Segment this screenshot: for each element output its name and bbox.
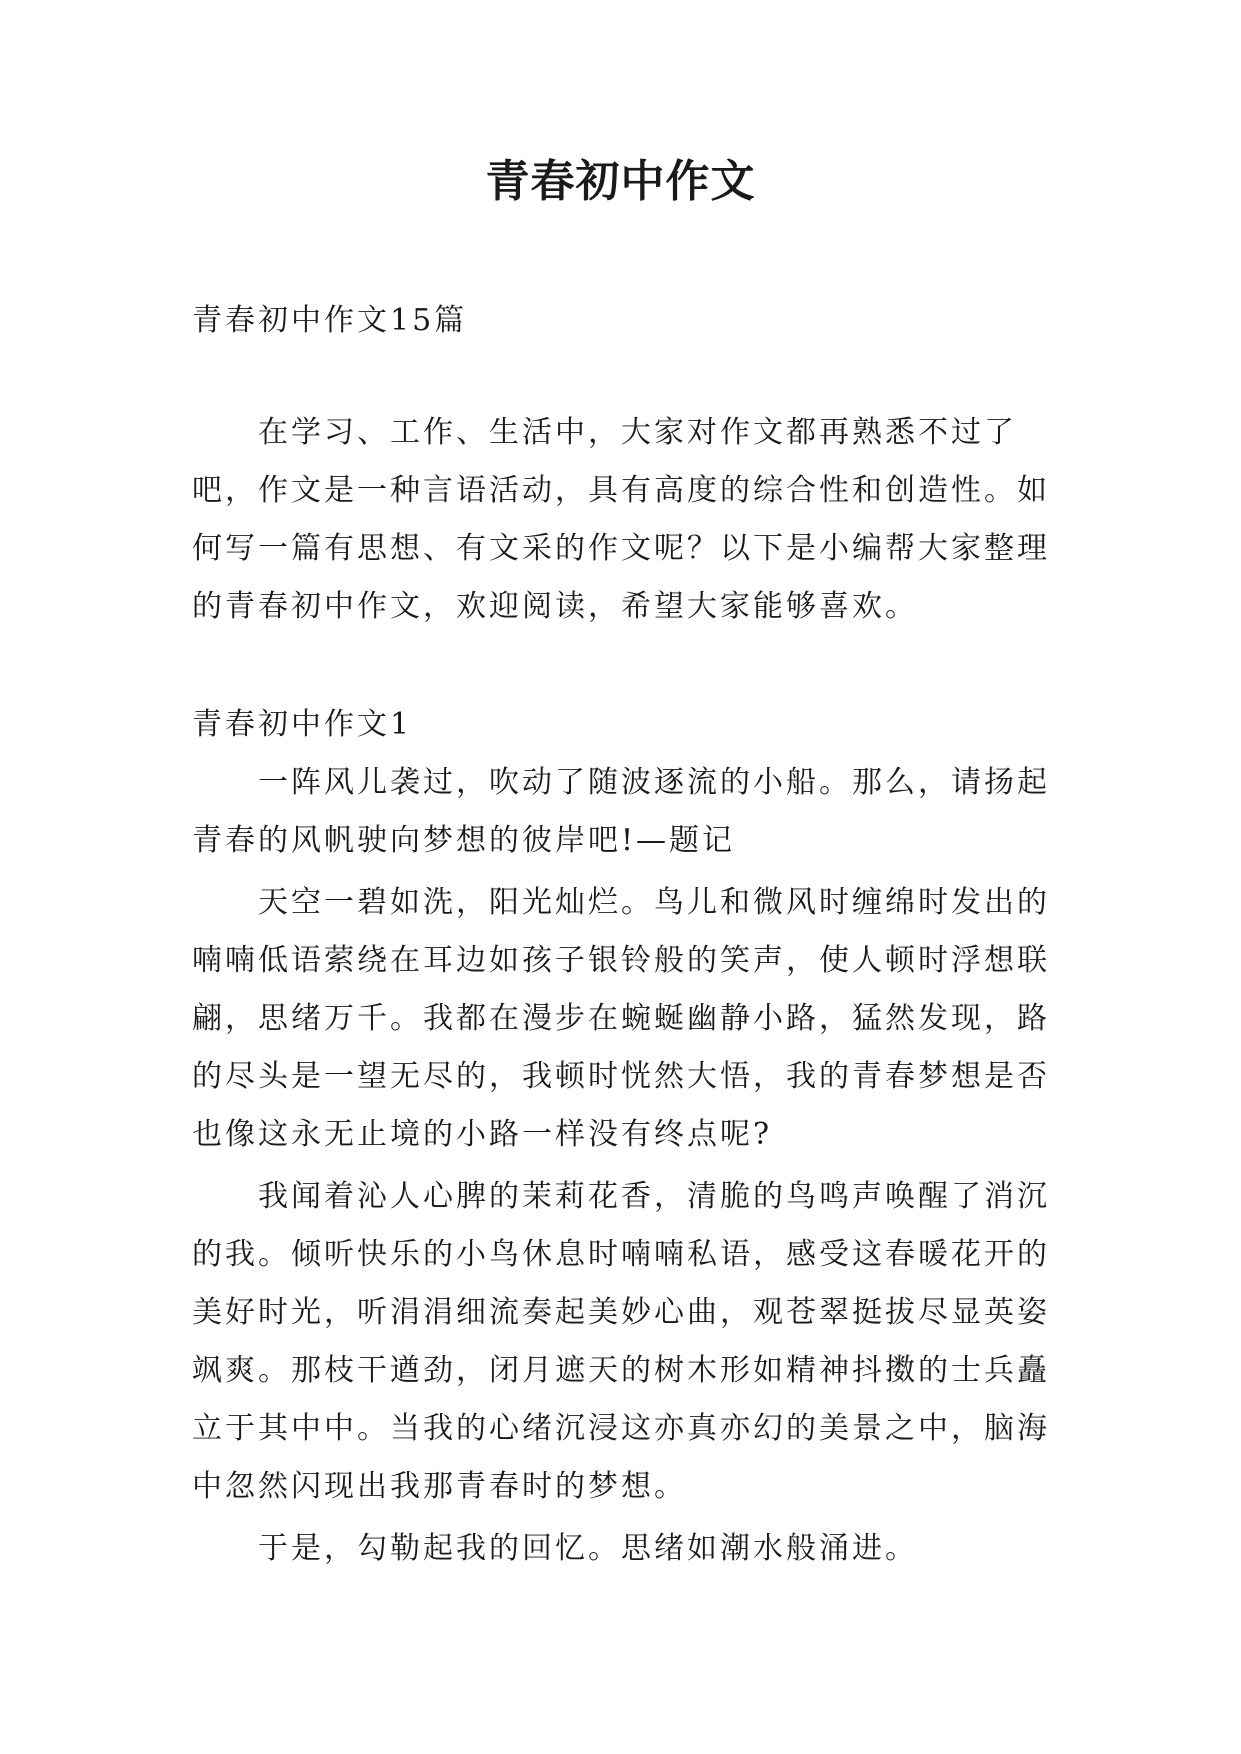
body-paragraph-3: 我闻着沁人心脾的茉莉花香，清脆的鸟鸣声唤醒了消沉的我。倾听快乐的小鸟休息时喃喃私语，感受这春暖花开的美好时光，听涓涓细流奏起美妙心曲，观苍翠挺拔尽显英姿飒爽。那枝干遒劲，闭月遮天的树木形如精神抖擞的士兵矗立于其中中。当我的心绪沉浸这亦真亦幻的美景之中，脑海中忽然闪现出我那青春时的梦想。 [192, 1179, 1050, 1504]
body-paragraph-4: 于是，勾勒起我的回忆。思绪如潮水般涌进。 [258, 1531, 918, 1566]
document-body [192, 292, 1058, 1578]
document-subtitle: 青春初中作文15篇 [192, 303, 468, 338]
section-heading: 青春初中作文1 [192, 707, 413, 742]
body-paragraph-1: 一阵风儿袭过，吹动了随波逐流的小船。那么，请扬起青春的风帆驶向梦想的彼岸吧!—题记 [192, 765, 1050, 858]
intro-paragraph: 在学习、工作、生活中，大家对作文都再熟悉不过了吧，作文是一种言语活动，具有高度的综合性和创造性。如何写一篇有思想、有文采的作文呢？以下是小编帮大家整理的青春初中作文，欢迎阅读，希望大家能够喜欢。 [192, 415, 1050, 624]
document-title: 青春初中作文 [485, 156, 756, 207]
body-paragraph-2: 天空一碧如洗，阳光灿烂。鸟儿和微风时缠绵时发出的喃喃低语萦绕在耳边如孩子银铃般的笑声，使人顿时浮想联翩，思绪万千。我都在漫步在蜿蜒幽静小路，猛然发现，路的尽头是一望无尽的，我顿时恍然大悟，我的青春梦想是否也像这永无止境的小路一样没有终点呢? [192, 885, 1050, 1152]
